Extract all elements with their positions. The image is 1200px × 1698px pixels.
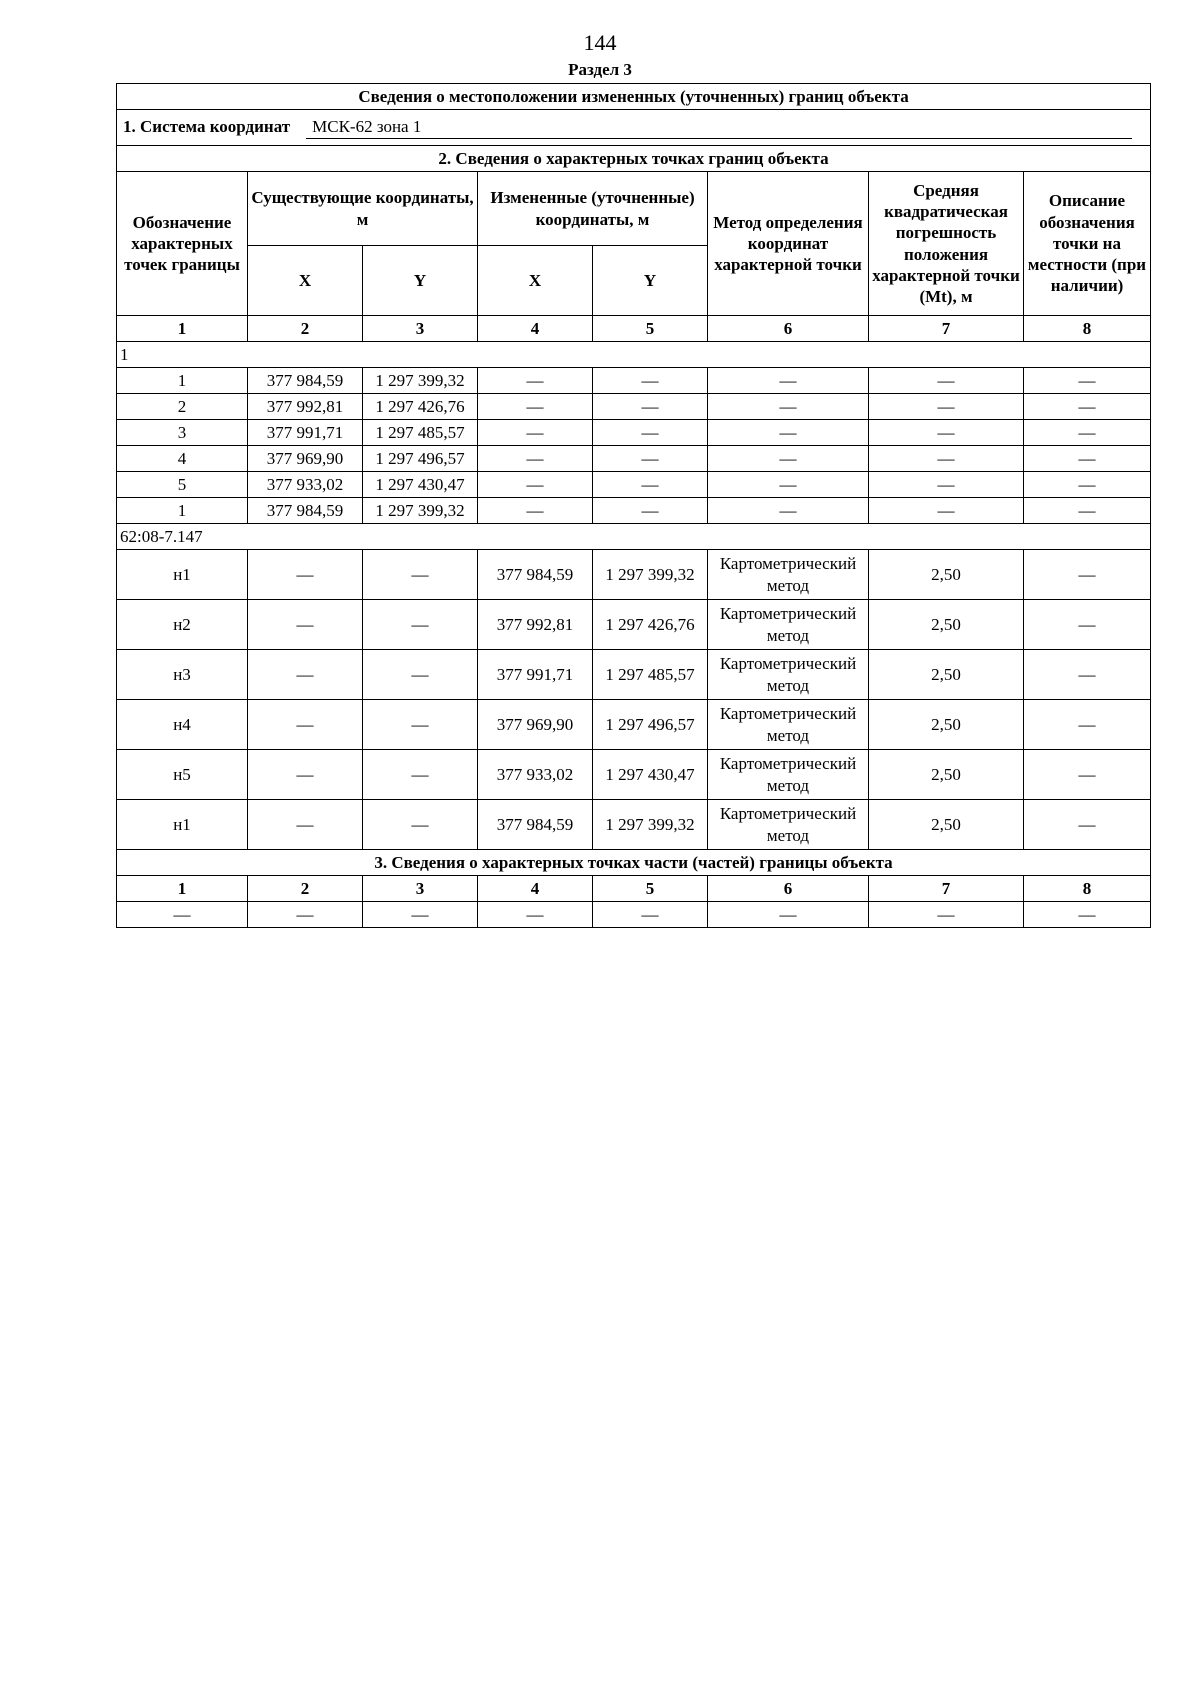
column-numbers-row	[117, 316, 1151, 342]
header-existing-coords: Существующие координаты, м	[248, 172, 478, 246]
cell: н4	[117, 700, 248, 750]
cell: —	[478, 420, 593, 446]
cell: —	[478, 394, 593, 420]
table-row	[117, 420, 1151, 446]
cell: —	[248, 550, 363, 600]
cell: 2,50	[869, 750, 1024, 800]
cell: Картометрический метод	[708, 750, 869, 800]
cell: —	[1024, 368, 1151, 394]
column-number: 6	[708, 316, 869, 342]
column-number: 3	[363, 316, 478, 342]
group2-label: 62:08-7.147	[117, 524, 1151, 550]
cell: 1 297 399,32	[593, 800, 708, 850]
column-number: 1	[117, 876, 248, 902]
cell: —	[869, 472, 1024, 498]
coord-system-row	[117, 110, 1151, 146]
column-number: 7	[869, 876, 1024, 902]
header-method: Метод определения координат характерной точки	[708, 172, 869, 316]
header-point-designation: Обозначение характерных точек границы	[117, 172, 248, 316]
cell: —	[593, 902, 708, 928]
cell: —	[1024, 800, 1151, 850]
cell: Картометрический метод	[708, 650, 869, 700]
table-row	[117, 394, 1151, 420]
cell: —	[363, 750, 478, 800]
table-row	[117, 472, 1151, 498]
cell: 1 297 426,76	[593, 600, 708, 650]
cell: —	[708, 368, 869, 394]
cell: 1 297 399,32	[363, 498, 478, 524]
cell: Картометрический метод	[708, 800, 869, 850]
header-row-1	[117, 172, 1151, 246]
cell: 1 297 426,76	[363, 394, 478, 420]
table-row	[117, 750, 1151, 800]
cell: —	[1024, 750, 1151, 800]
cell: —	[593, 446, 708, 472]
column-number: 6	[708, 876, 869, 902]
cell: —	[478, 368, 593, 394]
cell: 1	[117, 498, 248, 524]
column-numbers-row-2	[117, 876, 1151, 902]
cell: —	[478, 446, 593, 472]
cell: —	[248, 700, 363, 750]
cell: 377 969,90	[478, 700, 593, 750]
cell: —	[593, 368, 708, 394]
column-number: 7	[869, 316, 1024, 342]
cell: 2,50	[869, 700, 1024, 750]
cell: н2	[117, 600, 248, 650]
group1-label-row	[117, 342, 1151, 368]
cell: —	[248, 800, 363, 850]
cell: —	[869, 420, 1024, 446]
header-changed-y: Y	[593, 246, 708, 316]
column-number: 2	[248, 876, 363, 902]
cell: 377 992,81	[248, 394, 363, 420]
column-number: 4	[478, 876, 593, 902]
cell: 377 984,59	[248, 498, 363, 524]
column-number: 3	[363, 876, 478, 902]
cell: 2,50	[869, 600, 1024, 650]
cell: —	[708, 394, 869, 420]
cell: н5	[117, 750, 248, 800]
coord-system-cell	[117, 110, 1151, 146]
subsection2-title-row	[117, 146, 1151, 172]
table-row	[117, 902, 1151, 928]
cell: 1 297 430,47	[363, 472, 478, 498]
cell: —	[363, 902, 478, 928]
table-row	[117, 600, 1151, 650]
cell: —	[1024, 472, 1151, 498]
cell: —	[363, 600, 478, 650]
cell: 1 297 399,32	[593, 550, 708, 600]
cell: 377 991,71	[478, 650, 593, 700]
table-row	[117, 498, 1151, 524]
coord-system-label: 1. Система координат	[123, 117, 291, 137]
cell: —	[708, 902, 869, 928]
table-row	[117, 446, 1151, 472]
cell: —	[593, 498, 708, 524]
cell: —	[478, 902, 593, 928]
boundary-table	[116, 83, 1151, 928]
cell: —	[869, 902, 1024, 928]
cell: —	[708, 472, 869, 498]
table-row	[117, 650, 1151, 700]
cell: 377 984,59	[478, 550, 593, 600]
column-number: 5	[593, 316, 708, 342]
cell: 2	[117, 394, 248, 420]
cell: н3	[117, 650, 248, 700]
cell: 377 933,02	[478, 750, 593, 800]
cell: 2,50	[869, 550, 1024, 600]
cell: 2,50	[869, 650, 1024, 700]
cell: Картометрический метод	[708, 700, 869, 750]
cell: —	[708, 446, 869, 472]
header-description: Описание обозначения точки на местности (при наличии)	[1024, 172, 1151, 316]
cell: 4	[117, 446, 248, 472]
group2-label-row	[117, 524, 1151, 550]
cell: —	[1024, 394, 1151, 420]
cell: —	[363, 700, 478, 750]
cell: —	[363, 550, 478, 600]
table-row	[117, 800, 1151, 850]
cell: —	[869, 368, 1024, 394]
cell: 1 297 485,57	[593, 650, 708, 700]
cell: —	[1024, 902, 1151, 928]
cell: 1 297 485,57	[363, 420, 478, 446]
cell: —	[1024, 650, 1151, 700]
cell: 377 969,90	[248, 446, 363, 472]
cell: —	[478, 498, 593, 524]
header-changed-coords: Измененные (уточненные) координаты, м	[478, 172, 708, 246]
header-error: Средняя квадратическая погрешность положения характерной точки (Mt), м	[869, 172, 1024, 316]
section-title: Раздел 3	[568, 60, 632, 79]
column-number: 5	[593, 876, 708, 902]
cell: —	[708, 420, 869, 446]
column-number: 2	[248, 316, 363, 342]
cell: 1 297 399,32	[363, 368, 478, 394]
cell: —	[1024, 600, 1151, 650]
cell: —	[478, 472, 593, 498]
cell: —	[708, 498, 869, 524]
column-number: 8	[1024, 316, 1151, 342]
cell: 377 984,59	[248, 368, 363, 394]
cell: 377 992,81	[478, 600, 593, 650]
table-title-row	[117, 84, 1151, 110]
table-row	[117, 550, 1151, 600]
header-existing-x: X	[248, 246, 363, 316]
cell: —	[1024, 550, 1151, 600]
cell: —	[117, 902, 248, 928]
cell: 2,50	[869, 800, 1024, 850]
cell: 377 991,71	[248, 420, 363, 446]
header-existing-y: Y	[363, 246, 478, 316]
cell: Картометрический метод	[708, 600, 869, 650]
cell: 3	[117, 420, 248, 446]
cell: —	[363, 650, 478, 700]
cell: 377 933,02	[248, 472, 363, 498]
cell: —	[1024, 700, 1151, 750]
cell: —	[363, 800, 478, 850]
group1-label: 1	[117, 342, 1151, 368]
cell: —	[248, 902, 363, 928]
cell: —	[593, 472, 708, 498]
cell: —	[1024, 498, 1151, 524]
cell: —	[593, 394, 708, 420]
table-row	[117, 700, 1151, 750]
cell: —	[248, 600, 363, 650]
cell: Картометрический метод	[708, 550, 869, 600]
coord-system-value: МСК-62 зона 1	[306, 116, 1132, 138]
cell: —	[248, 750, 363, 800]
subsection3-title-row	[117, 850, 1151, 876]
cell: н1	[117, 800, 248, 850]
table-title: Сведения о местоположении измененных (уточненных) границ объекта	[117, 84, 1151, 110]
cell: —	[593, 420, 708, 446]
column-number: 1	[117, 316, 248, 342]
column-number: 4	[478, 316, 593, 342]
cell: —	[869, 394, 1024, 420]
cell: 1 297 496,57	[363, 446, 478, 472]
cell: —	[248, 650, 363, 700]
cell: 1	[117, 368, 248, 394]
cell: —	[1024, 446, 1151, 472]
cell: 1 297 430,47	[593, 750, 708, 800]
cell: н1	[117, 550, 248, 600]
cell: 5	[117, 472, 248, 498]
column-number: 8	[1024, 876, 1151, 902]
cell: —	[1024, 420, 1151, 446]
cell: —	[869, 498, 1024, 524]
cell: —	[869, 446, 1024, 472]
subsection2-title: 2. Сведения о характерных точках границ объекта	[117, 146, 1151, 172]
page-number: 144	[583, 30, 617, 55]
cell: 1 297 496,57	[593, 700, 708, 750]
cell: 377 984,59	[478, 800, 593, 850]
header-changed-x: X	[478, 246, 593, 316]
table-row	[117, 368, 1151, 394]
subsection3-title: 3. Сведения о характерных точках части (частей) границы объекта	[117, 850, 1151, 876]
